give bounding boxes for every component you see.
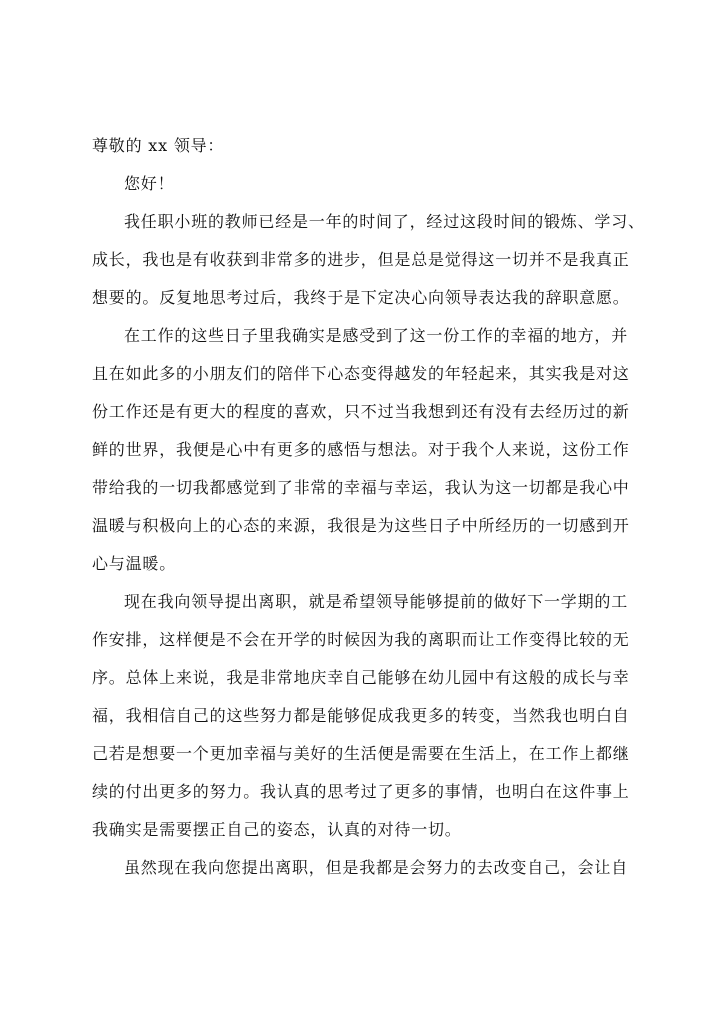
paragraph-4-line: 虽然现在我向您提出离职，但是我都是会努力的去改变自己，会让自	[124, 858, 629, 877]
greeting: 您好！	[124, 174, 175, 193]
paragraph-2-line: 且在如此多的小朋友们的陪伴下心态变得越发的年轻起来，其实我是对这	[92, 364, 630, 383]
paragraph-2-line: 心与温暖。	[92, 554, 177, 573]
paragraph-3-line: 续的付出更多的努力。我认真的思考过了更多的事情，也明白在这件事上	[92, 782, 630, 801]
paragraph-2-line: 在工作的这些日子里我确实是感受到了这一份工作的幸福的地方，并	[124, 326, 629, 345]
paragraph-3-line: 福，我相信自己的这些努力都是能够促成我更多的转变，当然我也明白自	[92, 706, 630, 725]
paragraph-2-line: 鲜的世界，我便是心中有更多的感悟与想法。对于我个人来说，这份工作	[92, 440, 630, 459]
paragraph-3-line: 作安排，这样便是不会在开学的时候因为我的离职而让工作变得比较的无	[92, 630, 630, 649]
paragraph-1-line: 成长，我也是有收获到非常多的进步，但是总是觉得这一切并不是我真正	[92, 250, 630, 269]
letter-body	[92, 130, 645, 884]
paragraph-2-line: 份工作还是有更大的程度的喜欢，只不过当我想到还有没有去经历过的新	[92, 402, 630, 421]
paragraph-1-line: 我任职小班的教师已经是一年的时间了，经过这段时间的锻炼、学习、	[124, 212, 645, 231]
salutation: 尊敬的 xx 领导：	[92, 136, 225, 155]
paragraph-2-line: 带给我的一切我都感觉到了非常的幸福与幸运，我认为这一切都是我心中	[92, 478, 630, 497]
paragraph-3-line: 我确实是需要摆正自己的姿态，认真的对待一切。	[92, 820, 462, 839]
paragraph-3-line: 序。总体上来说，我是非常地庆幸自己能够在幼儿园中有这般的成长与幸	[92, 668, 630, 687]
paragraph-3-line: 己若是想要一个更加幸福与美好的生活便是需要在生活上，在工作上都继	[92, 744, 630, 763]
paragraph-2-line: 温暖与积极向上的心态的来源，我很是为这些日子中所经历的一切感到开	[92, 516, 630, 535]
paragraph-3-line: 现在我向领导提出离职，就是希望领导能够提前的做好下一学期的工	[124, 592, 629, 611]
paragraph-1-line: 想要的。反复地思考过后，我终于是下定决心向领导表达我的辞职意愿。	[92, 288, 630, 307]
